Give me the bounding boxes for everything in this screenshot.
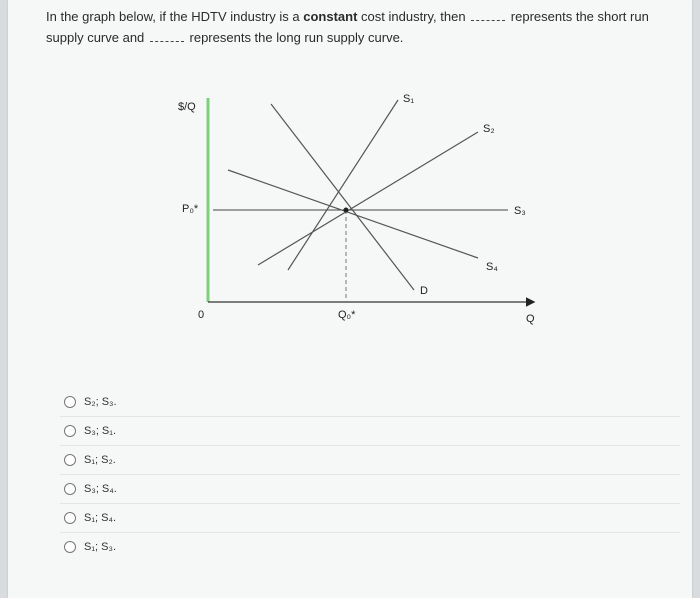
question-part-2: cost industry, then <box>357 9 470 24</box>
equilibrium-point <box>344 208 349 213</box>
option-label: S₁; S₄. <box>84 512 117 524</box>
label-s4: S₄ <box>486 261 498 273</box>
option-6[interactable] <box>60 532 680 561</box>
option-label: S₂; S₃. <box>84 396 117 408</box>
question-card <box>8 0 692 598</box>
graph-svg <box>158 80 558 330</box>
supply-demand-graph <box>158 80 558 330</box>
option-1[interactable] <box>60 388 680 416</box>
option-2[interactable] <box>60 416 680 445</box>
label-s3: S₃ <box>514 205 526 217</box>
question-text <box>46 6 686 48</box>
radio-button-icon[interactable] <box>64 454 76 466</box>
option-5[interactable] <box>60 503 680 532</box>
radio-button-icon[interactable] <box>64 483 76 495</box>
option-label: S₃; S₄. <box>84 483 117 495</box>
radio-button-icon[interactable] <box>64 541 76 553</box>
option-label: S₃; S₁. <box>84 425 117 437</box>
radio-button-icon[interactable] <box>64 396 76 408</box>
radio-button-icon[interactable] <box>64 512 76 524</box>
origin-label: 0 <box>198 309 205 321</box>
curve-s1 <box>288 100 398 270</box>
option-3[interactable] <box>60 445 680 474</box>
question-emphasis: constant <box>303 9 358 24</box>
question-part-4: represents the long run supply curve. <box>185 30 404 45</box>
question-part-3: represents the short run supply curve and <box>46 9 649 45</box>
answer-options <box>60 388 680 561</box>
curve-s4 <box>228 170 478 258</box>
label-d: D <box>420 285 428 297</box>
answer-blank-1 <box>471 8 505 21</box>
question-part-1: In the graph below, if the HDTV industry is a <box>46 9 304 24</box>
answer-blank-2 <box>150 29 184 42</box>
curve-s2 <box>258 132 478 265</box>
price-label: P₀* <box>182 203 199 215</box>
label-s2: S₂ <box>483 123 495 135</box>
x-axis-label: Q <box>526 313 535 325</box>
quantity-label: Q₀* <box>338 309 356 321</box>
option-label: S₁; S₃. <box>84 541 117 553</box>
radio-button-icon[interactable] <box>64 425 76 437</box>
label-s1: S₁ <box>403 93 415 105</box>
option-4[interactable] <box>60 474 680 503</box>
y-axis-label: $/Q <box>178 101 196 113</box>
option-label: S₁; S₂. <box>84 454 116 466</box>
